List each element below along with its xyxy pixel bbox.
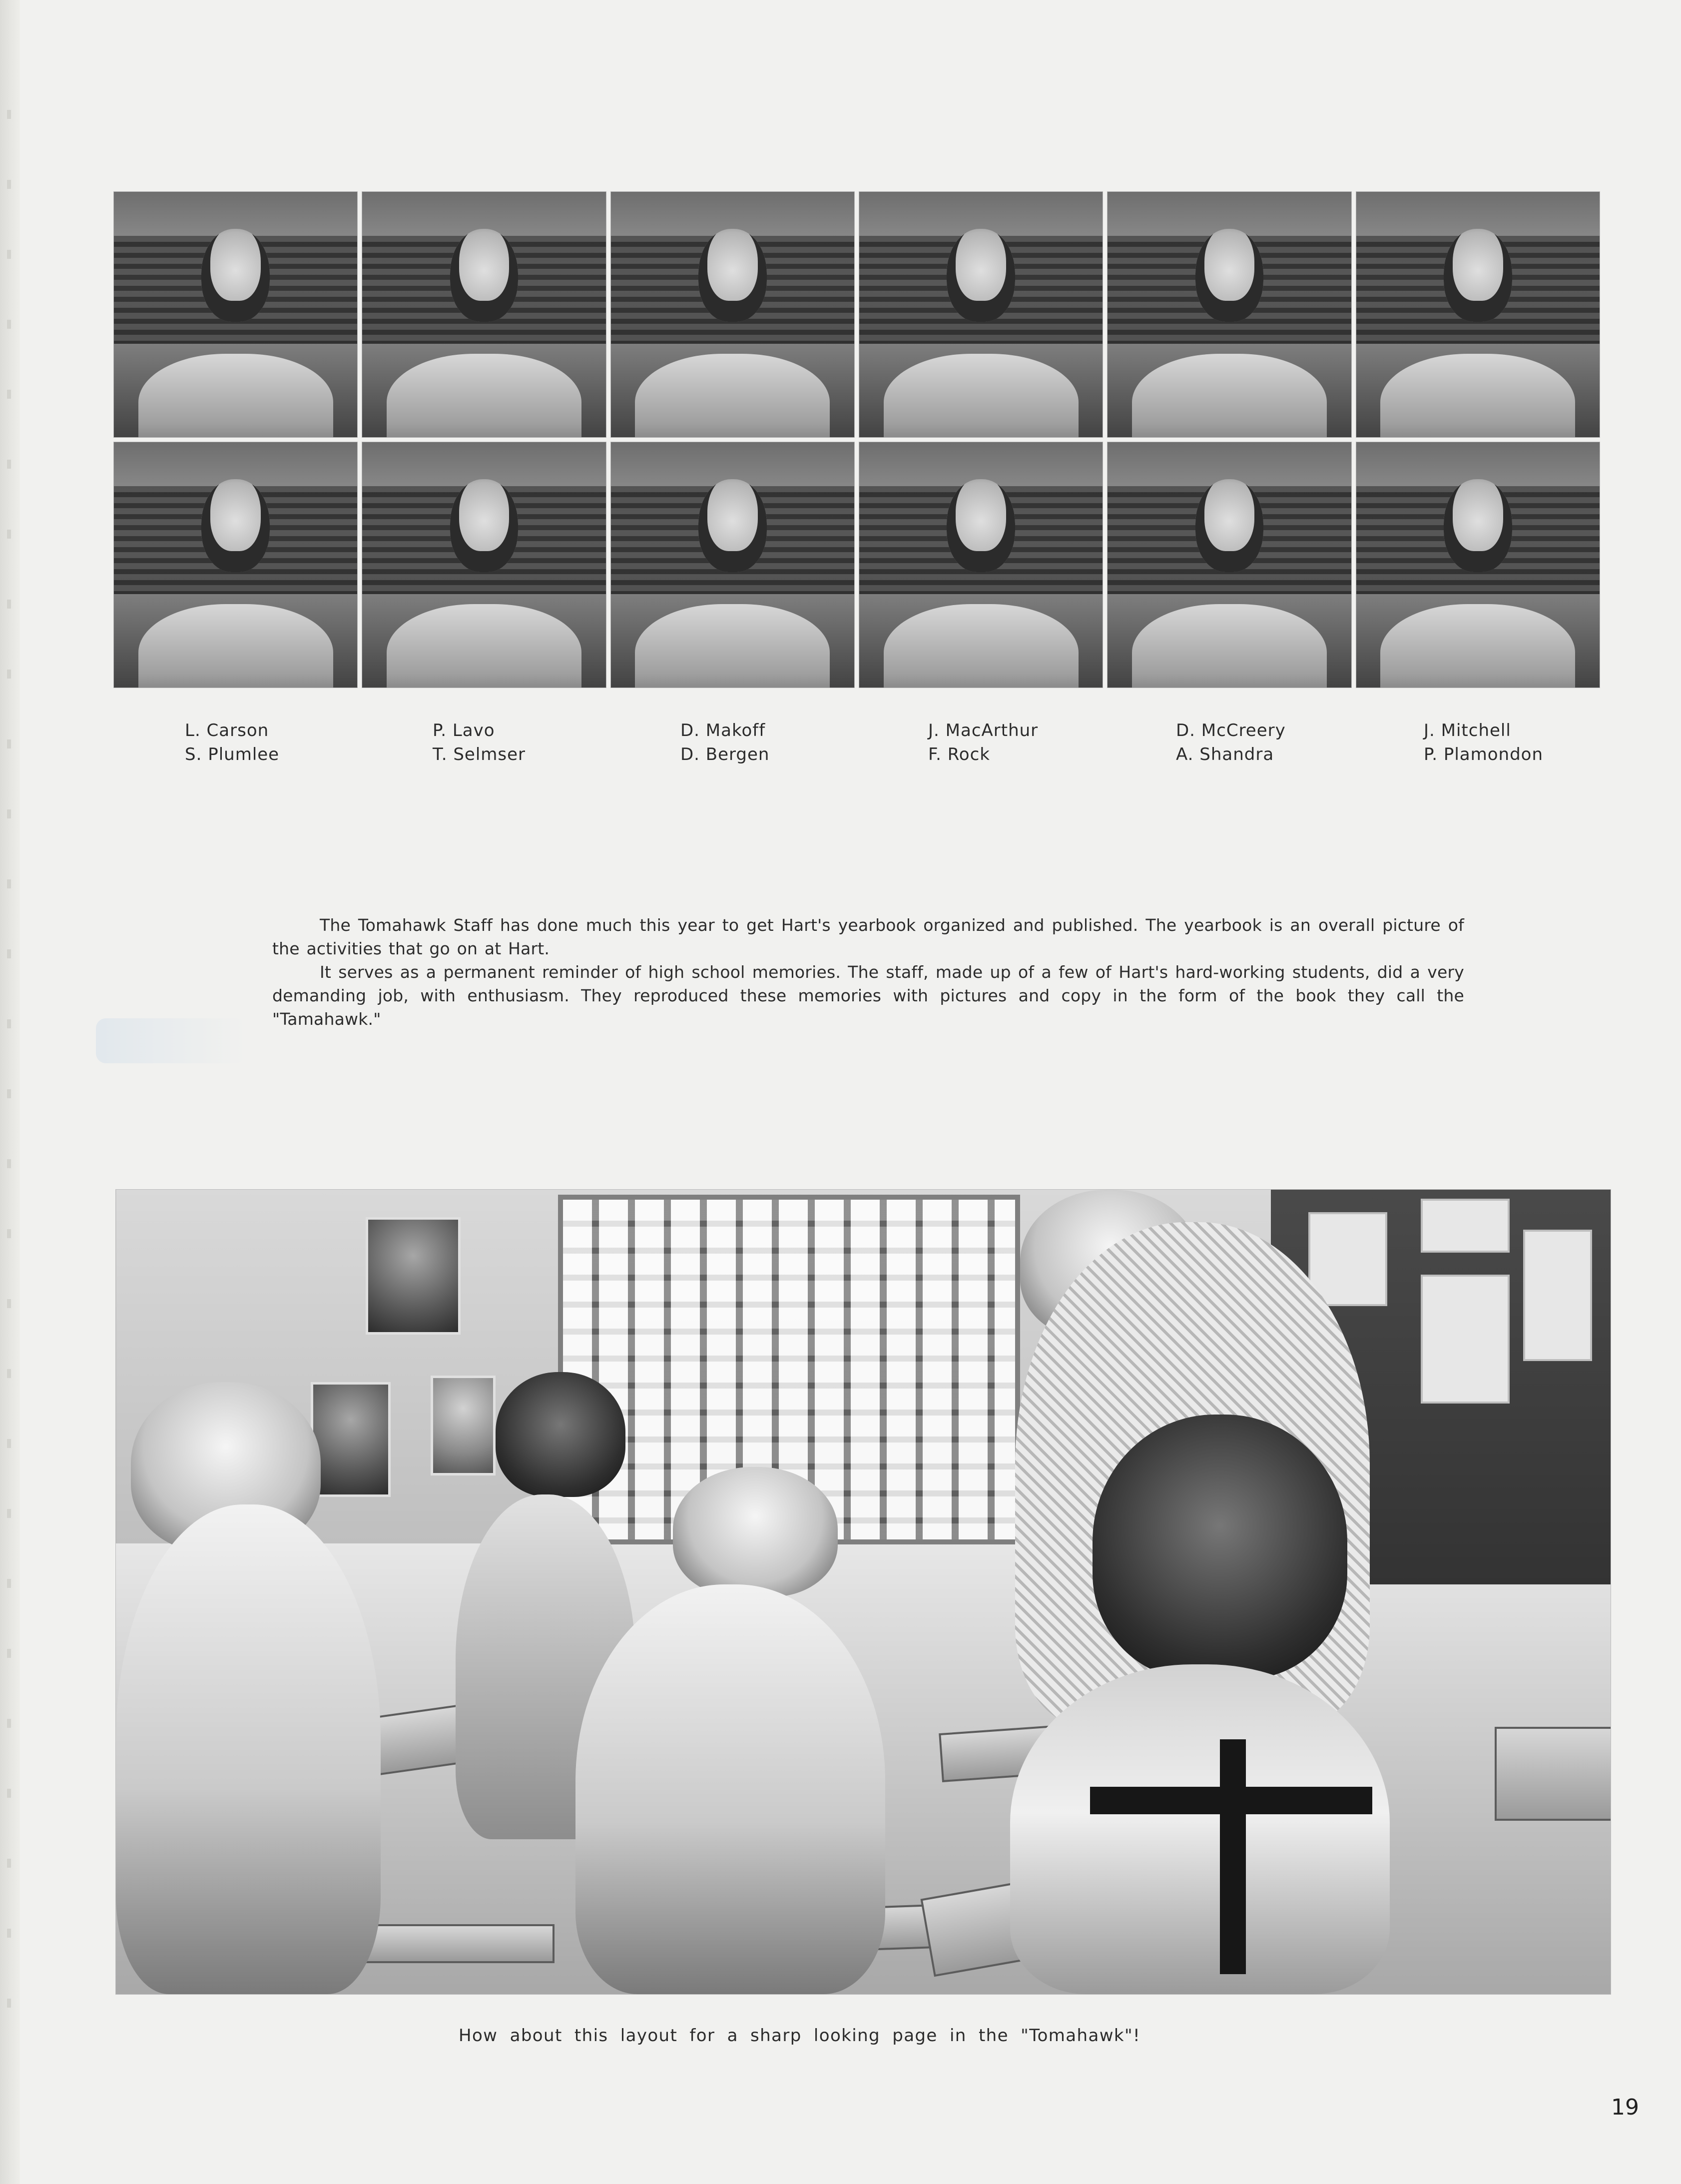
dress-stripe xyxy=(1220,1739,1246,1974)
paragraph-1: The Tomahawk Staff has done much this year to get Hart's yearbook organized and published. The yearbook is an overall picture of the activities that go on at Hart. xyxy=(272,915,1464,958)
student-name: L. Carson xyxy=(185,721,269,740)
desk xyxy=(1495,1727,1611,1821)
student-hair xyxy=(496,1372,625,1497)
student-name: D. McCreery xyxy=(1176,721,1286,740)
name-pair xyxy=(1352,719,1600,766)
portrait-shoulders xyxy=(884,354,1079,438)
board-paper xyxy=(1421,1199,1510,1253)
student-name: D. Bergen xyxy=(680,744,770,764)
portrait-shoulders xyxy=(387,354,581,438)
portrait-photo xyxy=(1107,442,1351,688)
student-name: T. Selmser xyxy=(433,744,526,764)
student-name: S. Plumlee xyxy=(185,744,280,764)
portrait-photo xyxy=(113,191,358,438)
portrait-shoulders xyxy=(1380,604,1575,688)
portrait-shoulders xyxy=(1132,604,1327,688)
portrait-names xyxy=(113,719,1600,766)
board-paper xyxy=(1523,1230,1592,1361)
portrait-shoulders xyxy=(387,604,581,688)
name-pair xyxy=(609,719,857,766)
seated-student xyxy=(575,1584,885,1994)
main-photo xyxy=(115,1189,1611,1995)
student-name: D. Makoff xyxy=(680,721,766,740)
student-name: P. Plamondon xyxy=(1424,744,1544,764)
board-paper xyxy=(1421,1275,1510,1404)
photo-caption: How about this layout for a sharp looking page in the "Tomahawk"! xyxy=(459,2026,1141,2046)
portrait-shoulders xyxy=(635,604,830,688)
portrait-photo xyxy=(610,191,855,438)
portrait-face xyxy=(1444,479,1512,573)
body-copy xyxy=(272,913,1464,1031)
portrait-photo xyxy=(362,442,606,688)
portrait-shoulders xyxy=(1132,354,1327,438)
paragraph-2: It serves as a permanent reminder of high school memories. The staff, made up of a few of Hart's hard-working students, did a very demanding job, with enthusiasm. They reproduced these memories with pictures and copy in the form of the book they call the "Tamahawk." xyxy=(272,962,1464,1029)
portrait-face xyxy=(1195,479,1263,573)
student-name: A. Shandra xyxy=(1176,744,1274,764)
portrait-face xyxy=(947,479,1015,573)
portrait-photo xyxy=(859,442,1103,688)
student-hair xyxy=(673,1467,838,1597)
portrait-shoulders xyxy=(884,604,1079,688)
portrait-photo xyxy=(113,442,358,688)
portrait-face xyxy=(450,479,518,573)
portrait-photo xyxy=(362,191,606,438)
portrait-shoulders xyxy=(138,604,333,688)
name-pair xyxy=(1105,719,1352,766)
page-number: 19 xyxy=(1611,2095,1639,2120)
name-pair xyxy=(857,719,1105,766)
portrait-photo xyxy=(1107,191,1351,438)
student-name: J. MacArthur xyxy=(928,721,1039,740)
name-pair xyxy=(113,719,361,766)
wall-portrait xyxy=(431,1376,496,1475)
binding-marks xyxy=(7,110,11,2059)
portrait-face xyxy=(947,229,1015,322)
student-name: F. Rock xyxy=(928,744,990,764)
faint-stamp-mark xyxy=(96,1018,246,1063)
portrait-face xyxy=(698,229,766,322)
portrait-photo xyxy=(1356,191,1600,438)
portrait-shoulders xyxy=(138,354,333,438)
portrait-face xyxy=(201,479,269,573)
board-paper xyxy=(1308,1212,1387,1306)
portrait-face xyxy=(450,229,518,322)
portrait-grid xyxy=(113,191,1600,688)
portrait-photo xyxy=(610,442,855,688)
wall-portrait xyxy=(311,1382,391,1497)
name-pair xyxy=(361,719,609,766)
student-hair xyxy=(1093,1415,1347,1679)
portrait-photo xyxy=(859,191,1103,438)
portrait-photo xyxy=(1356,442,1600,688)
portrait-face xyxy=(1444,229,1512,322)
portrait-face xyxy=(201,229,269,322)
seated-student xyxy=(116,1504,381,1994)
student-name: J. Mitchell xyxy=(1424,721,1511,740)
seated-student xyxy=(1010,1664,1390,1994)
portrait-face xyxy=(1195,229,1263,322)
portrait-shoulders xyxy=(635,354,830,438)
portrait-shoulders xyxy=(1380,354,1575,438)
portrait-face xyxy=(698,479,766,573)
student-name: P. Lavo xyxy=(433,721,495,740)
wall-portrait xyxy=(366,1217,461,1335)
